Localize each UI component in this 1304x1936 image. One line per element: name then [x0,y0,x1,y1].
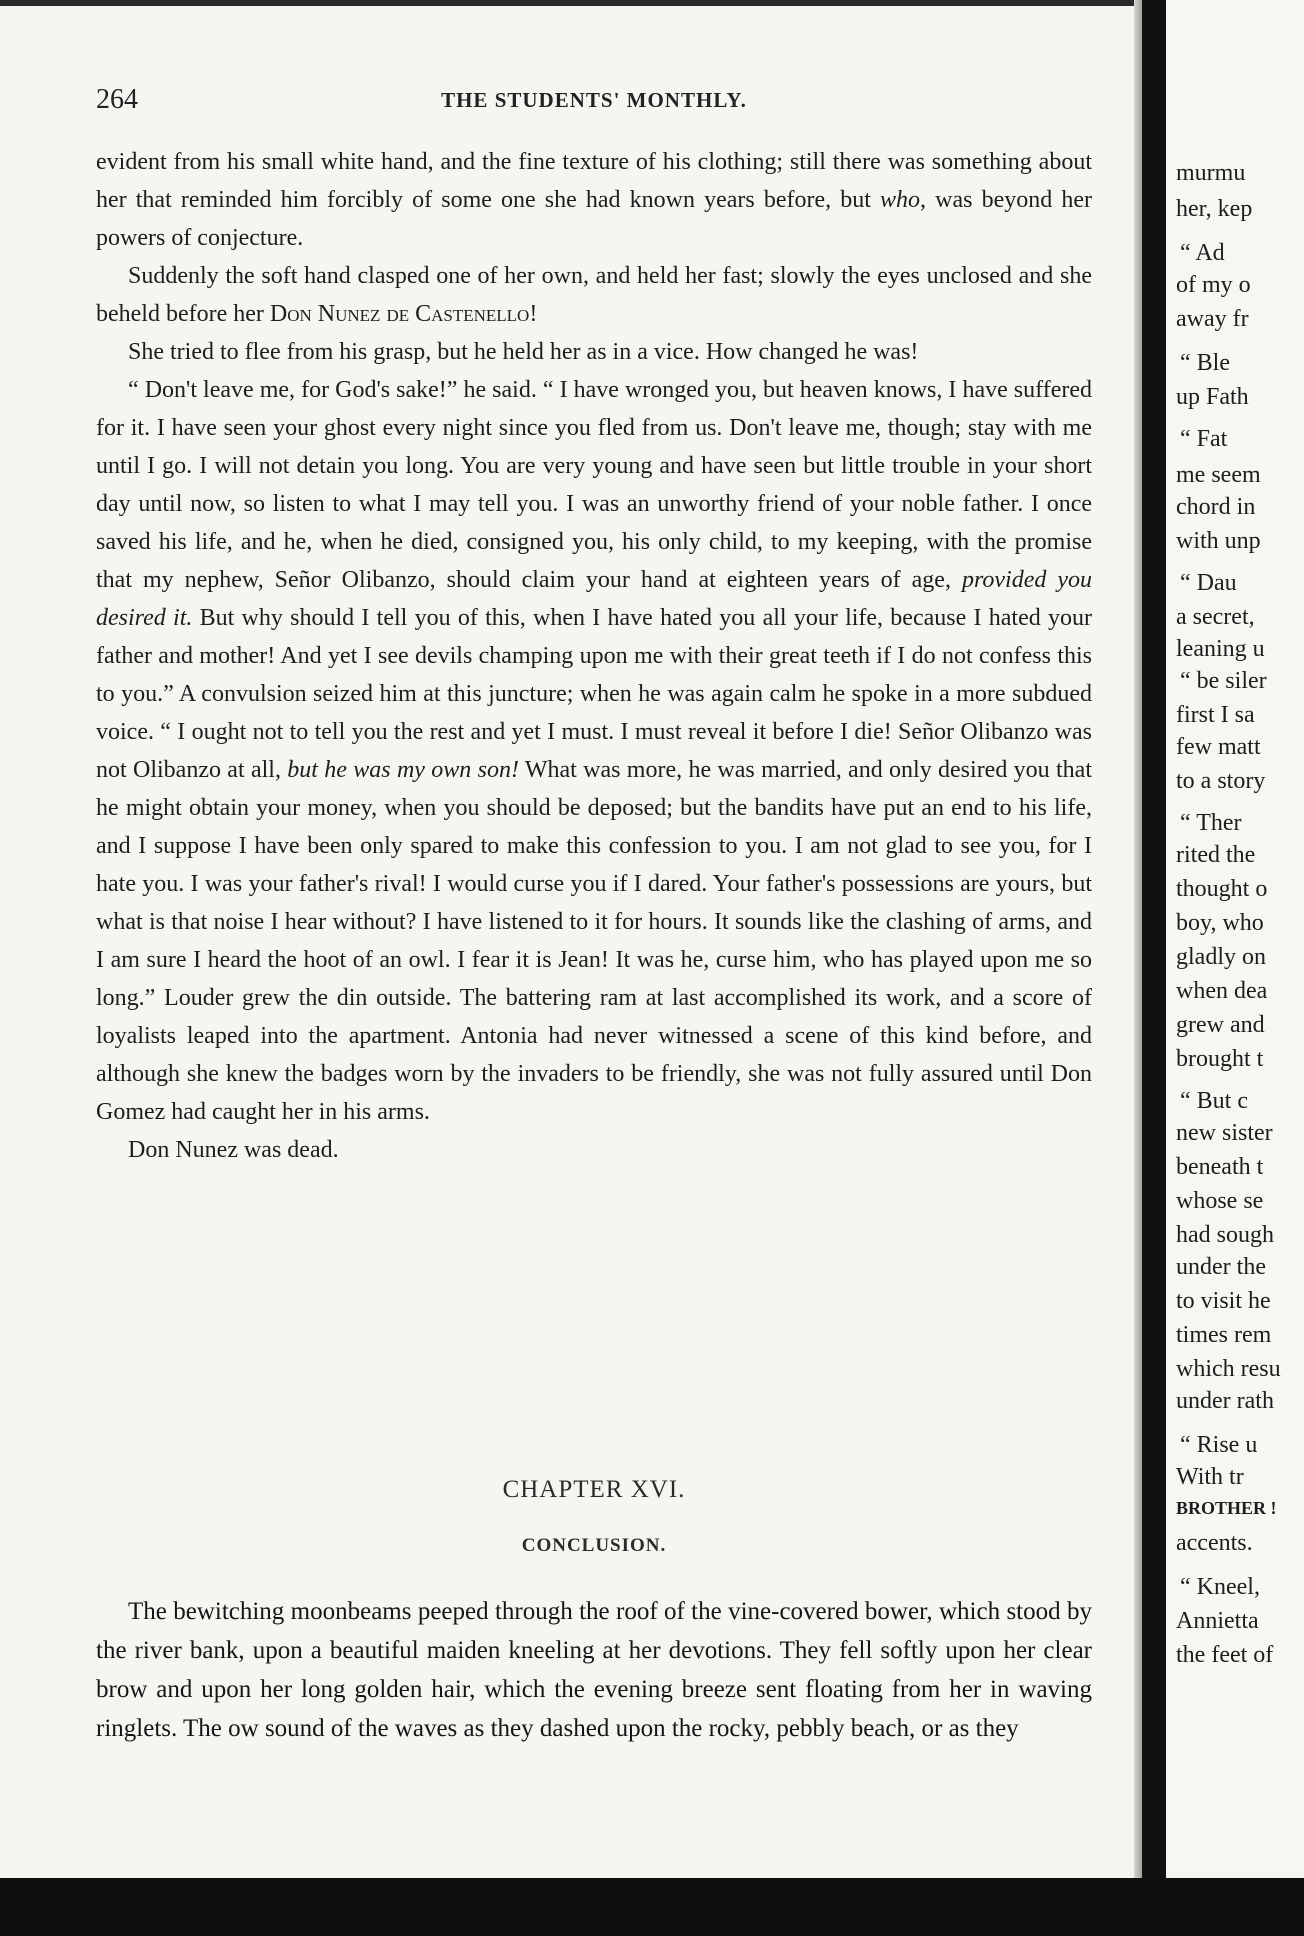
right-page-line: the feet of [1176,1642,1274,1668]
right-page-line: murmu [1176,160,1246,186]
paragraph-4-text-a: “ Don't leave me, for God's sake!” he said. “ I have wronged you, but heaven knows, I have suffered for it. I have seen your ghost every night since you fled from us. Don't leave me, though; stay with me until I go. I will not detain you long. You are very young and have seen but little trouble in your short day until now, so listen to what I may tell you. I was an unworthy friend of your noble father. I once saved his life, and he, when he died, consigned you, his only child, to my keeping, with the promise that my nephew, Señor Olibanzo, should claim your hand at eighteen years of age, [96,377,1092,593]
character-name: Don Nunez de Castenello [269,301,530,327]
right-page-line: to visit he [1176,1288,1271,1314]
right-page-line: grew and [1176,1012,1265,1038]
right-page-line: thought o [1176,876,1268,902]
right-page-line: “ But c [1180,1088,1248,1114]
page-header [96,84,1092,124]
right-page-line: up Fath [1176,384,1249,410]
right-page-line: rited the [1176,842,1256,868]
right-page-line: accents. [1176,1530,1253,1556]
right-page-line: first I sa [1176,702,1255,728]
paragraph-1-end: , was beyond her powers of conjecture. [96,187,1093,251]
paragraph-4-emphasis-b: but he was my own son! [287,757,519,783]
paragraph-2-text: Suddenly the soft hand clasped one of her own, and held her fast; slowly the eyes unclosed and she beheld before her [96,263,1092,327]
right-page-line: times rem [1176,1322,1272,1348]
right-page-line: whose se [1176,1188,1264,1214]
paragraph-1-text: evident from his small white hand, and the fine texture of his clothing; still there was something about her that reminded him forcibly of some one she had known years before, but [96,149,1092,213]
right-page-line: “ Fat [1180,426,1228,452]
right-page-line: boy, who [1176,910,1264,936]
right-page-line: gladly on [1176,944,1266,970]
paragraph-3: She tried to flee from his grasp, but he held her as in a vice. How changed he was! [128,339,919,365]
right-page-fragment [1166,0,1304,1878]
scan-bottom-edge [0,1878,1304,1936]
paragraph-4-text-b: But why should I tell you of this, when I have hated you all your life, because I hated your father and mother! And yet I see devils champing upon me with their great teeth if I do not confess this to you.” A convulsion seized him at this juncture; when he was again calm he spoke in a more subdued voice. “ I ought not to tell you the rest and yet I must. I must reveal it before I die! Señor Olibanzo was not Olibanzo at all, [96,605,1092,783]
chapter-heading: CHAPTER XVI. [502,1476,686,1503]
right-page-line: had sough [1176,1222,1274,1248]
right-page-line: few matt [1176,734,1261,760]
right-page-line: chord in [1176,494,1256,520]
right-page-line: new sister [1176,1120,1273,1146]
right-page-line: BROTHER ! [1176,1498,1277,1518]
right-page-line: “ Rise u [1180,1432,1258,1458]
paragraph-2-end: ! [529,301,538,327]
right-page-line: brought t [1176,1046,1264,1072]
right-page-line: “ Dau [1180,570,1237,596]
paragraph-5: Don Nunez was dead. [128,1137,339,1163]
conclusion-paragraph: The bewitching moonbeams peeped through the roof of the vine-covered bower, which stood by the river bank, upon a beautiful maiden kneeling at her devotions. They fell softly upon her clear brow and upon her long golden hair, which the evening breeze sent floating from her in waving ringlets. The ow sound of the waves as they dashed upon the rocky, pebbly beach, or as they [96,1598,1092,1742]
paragraph-4-emphasis-a: provided you desired it. [96,567,1092,631]
right-page-line: her, kep [1176,196,1253,222]
right-page-line: with unp [1176,528,1261,554]
right-page-line: beneath t [1176,1154,1264,1180]
right-page-line: Annietta [1176,1608,1259,1634]
right-page-line: “ Ad [1180,240,1225,266]
paragraph-1-emphasis: who [880,187,921,213]
right-page-line: when dea [1176,978,1268,1004]
paragraph-4 [96,371,1092,1131]
right-page-line: to a story [1176,768,1266,794]
paragraph-1 [96,143,1092,257]
page-number: 264 [96,84,138,115]
chapter-subtitle: CONCLUSION. [521,1535,667,1556]
right-page-line: “ be siler [1180,668,1267,694]
conclusion-text [96,1592,1092,1748]
right-page-line: which resu [1176,1356,1281,1382]
body-text [96,143,1092,1169]
right-page-line: With tr [1176,1464,1244,1490]
right-page-line: “ Ble [1180,350,1230,376]
paragraph-4-text-c: What was more, he was married, and only desired you that he might obtain your money, when you should be deposed; but the bandits have put an end to his life, and I suppose I have been only spared to make this confession to you. I am not glad to see you, for I hate you. I was your father's rival! I would curse you if I dared. Your father's possessions are yours, but what is that noise I hear without? I have listened to it for hours. It sounds like the clashing of arms, and I am sure I heard the hoot of an owl. I fear it is Jean! It was he, curse him, who has played upon me so long.” Louder grew the din outside. The battering ram at last accomplished its work, and a score of loyalists leaped into the apartment. Antonia had never witnessed a scene of this kind before, and although she knew the badges worn by the invaders to be friendly, she was not fully assured until Don Gomez had caught her in his arms. [96,757,1092,1125]
right-page-line: me seem [1176,462,1261,488]
running-title: THE STUDENTS' MONTHLY. [441,88,747,112]
right-page-line: a secret, [1176,604,1255,630]
right-page-line: under the [1176,1254,1266,1280]
right-page-line: leaning u [1176,636,1265,662]
right-page-line: under rath [1176,1388,1274,1414]
right-page-line: away fr [1176,306,1249,332]
right-page-line: “ Ther [1180,810,1242,836]
right-page-line: of my o [1176,272,1251,298]
page-top-edge [0,0,1142,6]
right-page-line: “ Kneel, [1180,1574,1260,1600]
paragraph-2 [96,257,1092,333]
